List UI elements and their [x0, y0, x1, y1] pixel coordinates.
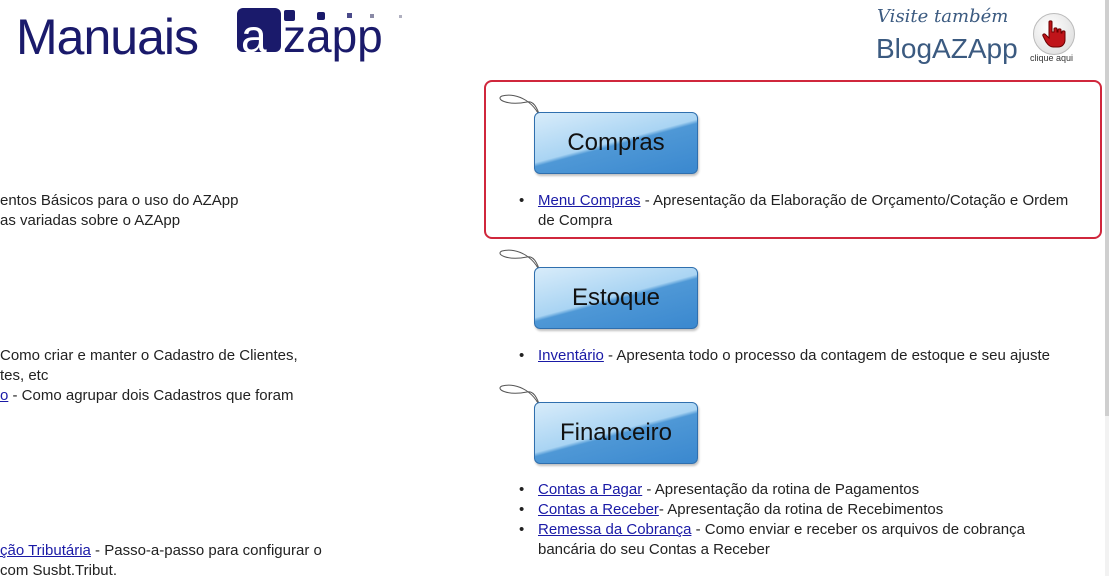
compras-tag-label: Compras [534, 112, 698, 174]
list-item: • Contas a Receber- Apresentação da rotina de Recebimentos [538, 500, 1103, 520]
azapp-logo-a: a [241, 10, 267, 62]
compras-list [538, 191, 1103, 231]
list-item: • Contas a Pagar - Apresentação da rotina de Pagamentos [538, 480, 1103, 500]
estoque-list [538, 346, 1103, 366]
inventario-link[interactable]: Inventário [538, 347, 604, 364]
logo-manuais: Manuais [16, 9, 198, 65]
blog-visit-text: Visite também [877, 6, 1009, 27]
list-item: • Inventário - Apresenta todo o processo da contagem de estoque e seu ajuste [538, 346, 1103, 366]
financeiro-tag-label: Financeiro [534, 402, 698, 464]
contas-a-receber-link[interactable]: Contas a Receber [538, 501, 659, 518]
list-item: • Menu Compras - Apresentação da Elaboração de Orçamento/Cotação e Ordem de Compra [538, 191, 1103, 231]
left-text-line: com Susbt.Tribut. [0, 562, 117, 579]
blog-name-link[interactable]: BlogAZApp [876, 33, 1018, 64]
financeiro-list [538, 480, 1103, 560]
left-link-tributaria[interactable]: ção Tributária [0, 542, 91, 559]
left-link[interactable]: o [0, 387, 9, 404]
scrollbar-thumb[interactable] [1105, 0, 1109, 416]
list-item: • Remessa da Cobrança - Como enviar e receber os arquivos de cobrança bancária do seu Contas a Receber [538, 520, 1103, 560]
left-text-line: entos Básicos para o uso do AZApp [0, 192, 239, 209]
click-here-label: clique aqui [1030, 53, 1074, 63]
left-text-line: o - Como agrupar dois Cadastros que foram [0, 387, 294, 404]
left-text-line: ção Tributária - Passo-a-passo para configurar o [0, 542, 322, 559]
left-text-line: as variadas sobre o AZApp [0, 212, 181, 229]
menu-compras-link[interactable]: Menu Compras [538, 192, 641, 209]
contas-a-pagar-link[interactable]: Contas a Pagar [538, 481, 643, 498]
estoque-tag-label: Estoque [534, 267, 698, 329]
azapp-logo-zapp: zapp [283, 10, 383, 62]
remessa-cobranca-link[interactable]: Remessa da Cobrança [538, 521, 692, 538]
hand-pointer-icon[interactable] [1033, 13, 1075, 55]
azapp-logo-icon [237, 8, 403, 66]
left-text-line: Como criar e manter o Cadastro de Clientes, [0, 347, 298, 364]
left-text-line: tes, etc [0, 367, 49, 384]
